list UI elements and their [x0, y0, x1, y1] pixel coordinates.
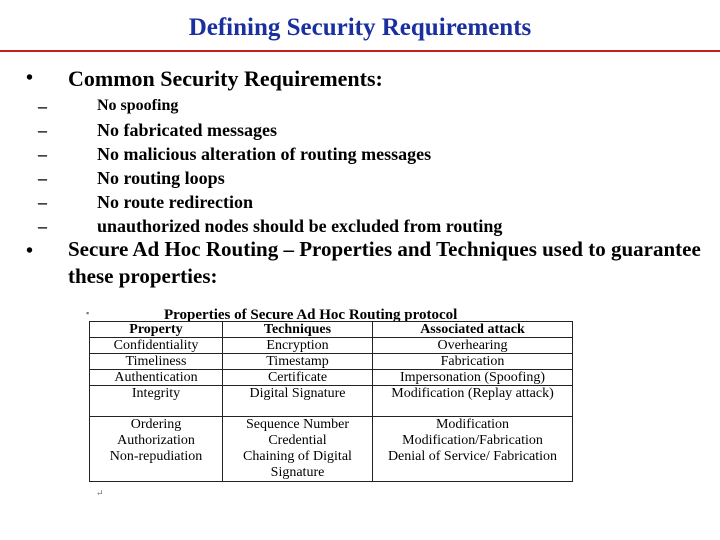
table-row: Confidentiality Encryption Overhearing: [90, 338, 573, 354]
paragraph-mark-icon: ↵: [96, 488, 104, 498]
header-associated-attack: Associated attack: [373, 322, 573, 338]
table-row: Integrity Digital Signature Modification (Replay attack): [90, 386, 573, 417]
dash-marker: –: [38, 120, 47, 140]
slide-title: Defining Security Requirements: [188, 14, 532, 41]
table-row: Ordering Authorization Non-repudiation Sequence Number Credential Chaining of Digital Signature Modification Modification/Fabrication Denial of Service/ Fabrication: [90, 417, 573, 482]
dash-marker: –: [38, 192, 47, 212]
bullet-dot: •: [26, 240, 34, 262]
table-row: Authentication Certificate Impersonation (Spoofing): [90, 370, 573, 386]
dash-marker: –: [38, 144, 47, 164]
table-header-row: [90, 322, 573, 338]
header-property: Property: [90, 322, 223, 338]
dash-marker: –: [38, 216, 47, 236]
bullet-dot: •: [26, 67, 34, 89]
list-item: – No malicious alteration of routing messages: [38, 144, 432, 164]
table-row: Timeliness Timestamp Fabrication: [90, 354, 573, 370]
bullet-secure-routing: Secure Ad Hoc Routing – Properties and Techniques used to guarantee these properties:: [68, 237, 701, 288]
bullet-common-requirements: Common Security Requirements:: [68, 66, 383, 91]
embedded-table-image: [82, 300, 602, 500]
list-item: – No spoofing: [38, 96, 179, 116]
title-divider: [0, 50, 720, 52]
header-techniques: Techniques: [223, 322, 373, 338]
list-item: – No routing loops: [38, 168, 225, 188]
dash-marker: –: [38, 168, 47, 188]
bullet-mark-icon: ▪: [86, 308, 90, 318]
list-item: – No fabricated messages: [38, 120, 277, 140]
dash-marker: –: [38, 96, 47, 116]
list-item: – unauthorized nodes should be excluded from routing: [38, 216, 503, 236]
list-item: – No route redirection: [38, 192, 253, 212]
table-caption: Properties of Secure Ad Hoc Routing protocol: [164, 307, 458, 323]
security-properties-table: [89, 321, 573, 482]
requirements-list: [38, 94, 678, 238]
